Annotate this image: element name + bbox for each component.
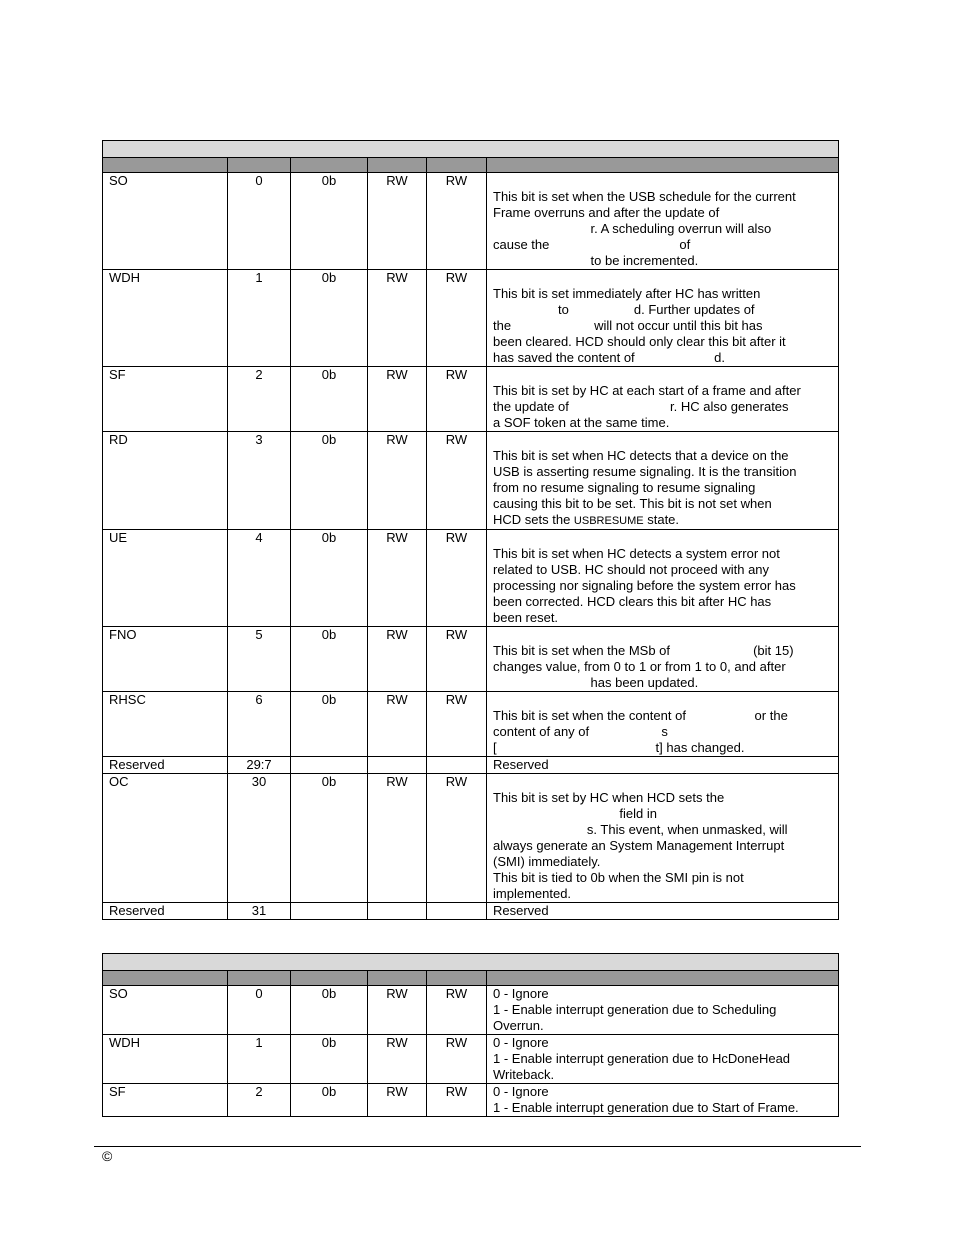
hc-access-cell: RW — [427, 627, 487, 692]
bit-cell: 0 — [228, 173, 291, 270]
description-line: the will not occur until this bit has — [493, 318, 763, 333]
description-line: This bit is set when the USB schedule for the current — [493, 189, 796, 204]
description-line: implemented. — [493, 886, 572, 901]
description-line: This bit is set immediately after HC has written — [493, 286, 761, 301]
description-line: Reserved — [493, 903, 549, 918]
description-line: 0 - Ignore — [493, 1084, 549, 1099]
description-cell — [487, 1035, 839, 1084]
description-line: This bit is set by HC when HCD sets the — [493, 790, 725, 805]
description-line: cause the of — [493, 237, 691, 252]
reset-value-cell: 0b — [291, 692, 368, 757]
hc-access-cell: RW — [427, 774, 487, 903]
field-cell: SO — [103, 986, 228, 1035]
description-cell — [487, 627, 839, 692]
reset-value-cell: 0b — [291, 1084, 368, 1117]
description-line: always generate an System Management Interrupt — [493, 838, 785, 853]
hcd-access-cell: RW — [368, 1035, 427, 1084]
description-line: USB is asserting resume signaling. It is the transition — [493, 464, 797, 479]
table-row — [103, 530, 839, 627]
hcd-access-cell: RW — [368, 774, 427, 903]
table-row — [103, 432, 839, 530]
hc-access-cell: RW — [427, 367, 487, 432]
hcd-access-cell: RW — [368, 627, 427, 692]
description-cell — [487, 757, 839, 774]
table-row — [103, 627, 839, 692]
field-cell: OC — [103, 774, 228, 903]
reset-value-cell — [291, 903, 368, 920]
description-text: HCD sets the — [493, 512, 574, 527]
description-line — [493, 512, 832, 529]
description-line: a SOF token at the same time. — [493, 415, 670, 430]
reset-value-cell: 0b — [291, 530, 368, 627]
description-text: state. — [643, 512, 680, 527]
table-title-row — [103, 141, 839, 158]
description-line: the update of r. HC also generates — [493, 399, 789, 414]
hc-access-cell: RW — [427, 173, 487, 270]
description-line: 1 - Enable interrupt generation due to HcDoneHead — [493, 1051, 791, 1066]
description-line: been cleared. HCD should only clear this bit after it — [493, 334, 786, 349]
field-cell: Reserved — [103, 757, 228, 774]
table-header-row — [103, 971, 839, 986]
reset-value-cell: 0b — [291, 173, 368, 270]
bit-cell: 31 — [228, 903, 291, 920]
interrupt-status-register-table — [102, 140, 839, 920]
description-cell — [487, 367, 839, 432]
bit-cell: 5 — [228, 627, 291, 692]
description-line: to d. Further updates of — [493, 302, 755, 317]
table-row — [103, 367, 839, 432]
description-line: s. This event, when unmasked, will — [493, 822, 788, 837]
table-row — [103, 757, 839, 774]
table-row — [103, 173, 839, 270]
bit-cell: 2 — [228, 367, 291, 432]
bit-cell: 6 — [228, 692, 291, 757]
reset-value-cell: 0b — [291, 367, 368, 432]
hc-access-cell: RW — [427, 530, 487, 627]
reset-value-cell: 0b — [291, 986, 368, 1035]
description-cell — [487, 270, 839, 367]
hc-access-cell: RW — [427, 270, 487, 367]
field-cell: RHSC — [103, 692, 228, 757]
description-line: [ t] has changed. — [493, 740, 745, 755]
table-row — [103, 270, 839, 367]
copyright-symbol: © — [102, 1148, 113, 1164]
description-line: Overrun. — [493, 1018, 544, 1033]
hcd-access-cell — [368, 757, 427, 774]
description-cell — [487, 1084, 839, 1117]
usb-state-name: USBRESUME — [573, 515, 644, 527]
hc-access-cell — [427, 903, 487, 920]
description-cell — [487, 530, 839, 627]
reset-value-cell — [291, 757, 368, 774]
hc-access-cell: RW — [427, 432, 487, 530]
hc-access-cell: RW — [427, 1084, 487, 1117]
bit-cell: 29:7 — [228, 757, 291, 774]
description-cell — [487, 692, 839, 757]
field-cell: FNO — [103, 627, 228, 692]
field-cell: Reserved — [103, 903, 228, 920]
table-header-row — [103, 158, 839, 173]
description-line: content of any of s — [493, 724, 668, 739]
description-line: This bit is set when the MSb of (bit 15) — [493, 643, 794, 658]
description-line: processing nor signaling before the system error has — [493, 578, 796, 593]
description-line: from no resume signaling to resume signaling — [493, 480, 756, 495]
description-line: been reset. — [493, 610, 559, 625]
field-cell: WDH — [103, 270, 228, 367]
description-line: This bit is set when the content of or the — [493, 708, 788, 723]
bit-cell: 30 — [228, 774, 291, 903]
description-line: to be incremented. — [493, 253, 699, 268]
description-line: 0 - Ignore — [493, 986, 549, 1001]
table-row — [103, 986, 839, 1035]
hcd-access-cell: RW — [368, 270, 427, 367]
description-line: 1 - Enable interrupt generation due to Start of Frame. — [493, 1100, 799, 1115]
description-cell — [487, 774, 839, 903]
description-line: been corrected. HCD clears this bit after HC has — [493, 594, 772, 609]
description-line: has been updated. — [493, 675, 699, 690]
description-line: 0 - Ignore — [493, 1035, 549, 1050]
description-cell — [487, 173, 839, 270]
table-row — [103, 1035, 839, 1084]
reset-value-cell: 0b — [291, 1035, 368, 1084]
description-cell — [487, 432, 839, 530]
hcd-access-cell: RW — [368, 1084, 427, 1117]
description-line: related to USB. HC should not proceed with any — [493, 562, 770, 577]
description-line: causing this bit to be set. This bit is not set when — [493, 496, 772, 511]
description-line: (SMI) immediately. — [493, 854, 601, 869]
table-title-row — [103, 954, 839, 971]
bit-cell: 3 — [228, 432, 291, 530]
hcd-access-cell: RW — [368, 692, 427, 757]
hc-access-cell: RW — [427, 1035, 487, 1084]
bit-cell: 1 — [228, 1035, 291, 1084]
bit-cell: 1 — [228, 270, 291, 367]
field-cell: RD — [103, 432, 228, 530]
description-line: field in — [493, 806, 657, 821]
hc-access-cell: RW — [427, 986, 487, 1035]
description-line: This bit is set when HC detects that a device on the — [493, 448, 789, 463]
reset-value-cell: 0b — [291, 432, 368, 530]
description-line: Reserved — [493, 757, 549, 772]
hcd-access-cell — [368, 903, 427, 920]
table-row — [103, 903, 839, 920]
table-row — [103, 692, 839, 757]
reset-value-cell: 0b — [291, 627, 368, 692]
hcd-access-cell: RW — [368, 986, 427, 1035]
hcd-access-cell: RW — [368, 367, 427, 432]
description-line: Frame overruns and after the update of — [493, 205, 720, 220]
field-cell: UE — [103, 530, 228, 627]
description-line: This bit is tied to 0b when the SMI pin is not — [493, 870, 744, 885]
field-cell: WDH — [103, 1035, 228, 1084]
description-cell — [487, 903, 839, 920]
description-line: This bit is set when HC detects a system error not — [493, 546, 780, 561]
field-cell: SF — [103, 367, 228, 432]
table-row — [103, 774, 839, 903]
bit-cell: 4 — [228, 530, 291, 627]
reset-value-cell: 0b — [291, 774, 368, 903]
description-line: r. A scheduling overrun will also — [493, 221, 772, 236]
interrupt-enable-register-table — [102, 953, 839, 1117]
description-line: 1 - Enable interrupt generation due to Scheduling — [493, 1002, 777, 1017]
description-line: has saved the content of d. — [493, 350, 725, 365]
description-line: changes value, from 0 to 1 or from 1 to 0, and after — [493, 659, 786, 674]
reset-value-cell: 0b — [291, 270, 368, 367]
description-cell — [487, 986, 839, 1035]
hc-access-cell: RW — [427, 692, 487, 757]
description-line: Writeback. — [493, 1067, 555, 1082]
field-cell: SO — [103, 173, 228, 270]
field-cell: SF — [103, 1084, 228, 1117]
footer-divider — [94, 1146, 861, 1147]
bit-cell: 0 — [228, 986, 291, 1035]
hcd-access-cell: RW — [368, 173, 427, 270]
hcd-access-cell: RW — [368, 432, 427, 530]
description-line: This bit is set by HC at each start of a frame and after — [493, 383, 801, 398]
hc-access-cell — [427, 757, 487, 774]
hcd-access-cell: RW — [368, 530, 427, 627]
bit-cell: 2 — [228, 1084, 291, 1117]
table-row — [103, 1084, 839, 1117]
